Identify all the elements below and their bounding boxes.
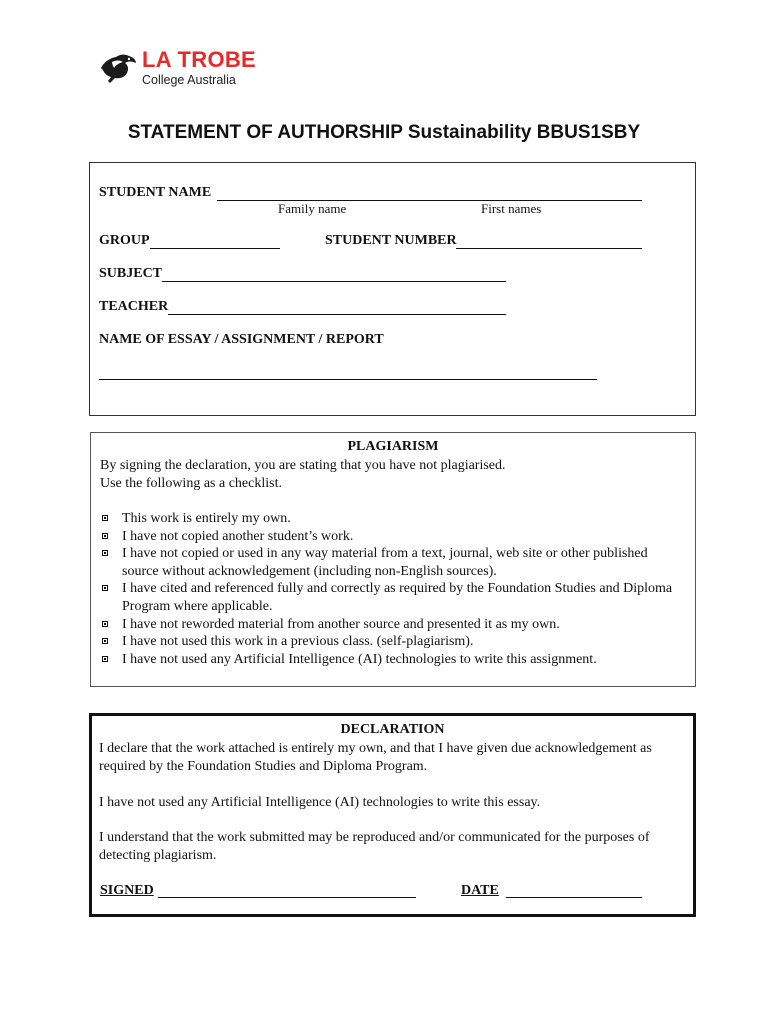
la-trobe-logo [98, 44, 268, 94]
checkbox-bullet-icon [102, 621, 108, 627]
declaration-box [89, 713, 696, 917]
teacher-label: TEACHER [99, 299, 169, 314]
checklist-item: I have not used any Artificial Intelligence (AI) technologies to write this assignment. [99, 651, 679, 669]
group-label: GROUP [99, 233, 150, 248]
plagiarism-intro-1: By signing the declaration, you are stating that you have not plagiarised. [100, 458, 506, 473]
family-name-caption: Family name [278, 201, 347, 216]
first-names-caption: First names [481, 201, 542, 216]
checkbox-bullet-icon [102, 585, 108, 591]
checklist-item: I have not used this work in a previous class. (self-plagiarism). [99, 633, 679, 651]
teacher-field[interactable] [168, 314, 506, 315]
checkbox-bullet-icon [102, 638, 108, 644]
page-title: STATEMENT OF AUTHORSHIP Sustainability BBUS1SBY [127, 122, 641, 143]
logo-brand-text: LA TROBE [142, 47, 257, 72]
checklist-item: I have not copied another student’s work. [99, 528, 679, 546]
student-name-label: STUDENT NAME [99, 185, 212, 200]
checkbox-bullet-icon [102, 656, 108, 662]
essay-name-field[interactable] [99, 379, 597, 380]
signature-field[interactable] [158, 897, 416, 898]
student-number-field[interactable] [456, 248, 642, 249]
plagiarism-box [90, 432, 696, 687]
logo-subtitle: College Australia [142, 73, 236, 87]
checkbox-bullet-icon [102, 515, 108, 521]
declaration-paragraph-2: I have not used any Artificial Intelligence (AI) technologies to write this essay. [99, 795, 541, 810]
checkbox-bullet-icon [102, 550, 108, 556]
plagiarism-heading: PLAGIARISM [347, 439, 439, 454]
date-label: DATE [461, 883, 499, 898]
declaration-paragraph-1: I declare that the work attached is entirely my own, and that I have given due acknowledgement as required by the Foundation Studies and Diploma Program. [99, 741, 652, 774]
checklist-item: I have not reworded material from another source and presented it as my own. [99, 616, 679, 634]
subject-label: SUBJECT [99, 266, 163, 281]
declaration-heading: DECLARATION [340, 722, 445, 737]
checklist-item: This work is entirely my own. [99, 510, 679, 528]
essay-name-label: NAME OF ESSAY / ASSIGNMENT / REPORT [99, 332, 384, 347]
checkbox-bullet-icon [102, 533, 108, 539]
checklist-item: I have not copied or used in any way material from a text, journal, web site or other published source without acknowledgement (including non-English sources). [99, 545, 679, 580]
declaration-paragraph-3: I understand that the work submitted may be reproduced and/or communicated for the purposes of detecting plagiarism. [99, 830, 650, 863]
plagiarism-checklist [99, 510, 679, 668]
bird-icon [98, 48, 138, 88]
student-details-box [89, 162, 696, 416]
signed-label: SIGNED [100, 883, 154, 898]
group-field[interactable] [150, 248, 280, 249]
checklist-item: I have cited and referenced fully and correctly as required by the Foundation Studies and Diploma Program where applicable. [99, 580, 679, 615]
plagiarism-intro-2: Use the following as a checklist. [100, 476, 282, 491]
date-field[interactable] [506, 897, 642, 898]
student-number-label: STUDENT NUMBER [325, 233, 457, 248]
subject-field[interactable] [162, 281, 506, 282]
